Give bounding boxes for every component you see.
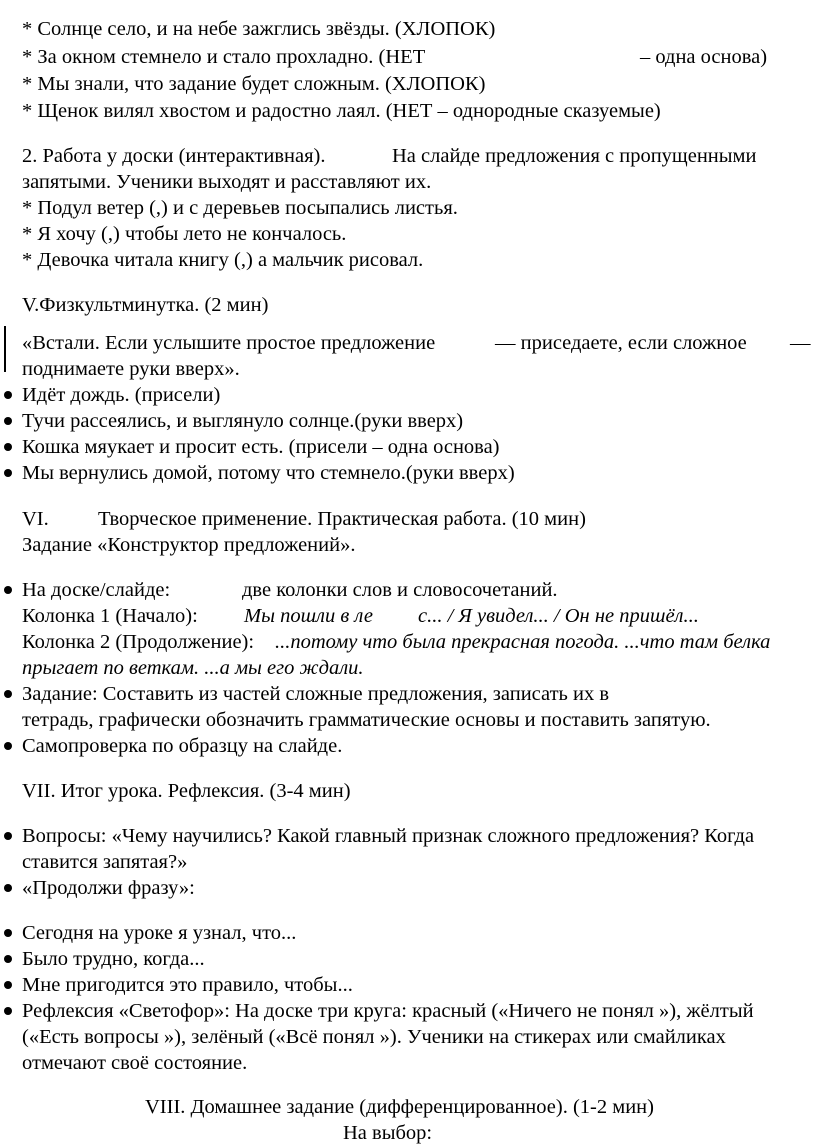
example-line-2-tail: – одна основа) <box>640 46 768 68</box>
quote-line-1a: «Встали. Если услышите простое предложение <box>22 332 436 354</box>
section7-heading: VII. Итог урока. Рефлексия. (3-4 мин) <box>22 780 351 802</box>
selfcheck: Самопроверка по образцу на слайде. <box>22 735 343 757</box>
section6-title: Творческое применение. Практическая работа. (10 мин) <box>98 508 586 530</box>
section2-title: 2. Работа у доски (интерактивная). <box>22 145 326 167</box>
section2-line2: запятыми. Ученики выходят и расставляют их. <box>22 171 432 193</box>
continue-phrase: «Продолжи фразу»: <box>22 877 195 899</box>
column2-text-cont: прыгает по веткам. ...а мы его ждали. <box>22 657 364 679</box>
column1-label: Колонка 1 (Начало): <box>22 605 198 627</box>
section2-item-1: * Подул ветер (,) и с деревьев посыпались листья. <box>22 197 458 219</box>
bullet-icon <box>4 742 12 750</box>
example-line-2: * За окном стемнело и стало прохладно. (НЕТ <box>22 46 426 68</box>
section6-number: VI. <box>22 508 49 530</box>
quote-line-2: поднимаете руки вверх». <box>22 358 240 380</box>
svetofor-line-2: («Есть вопросы »), зелёный («Всё понял »). Ученики на стикерах или смайликах <box>22 1026 726 1048</box>
column1-text-b: с... / Я увидел... / Он не пришёл... <box>418 605 699 627</box>
assignment-line-2: тетрадь, графически обозначить грамматические основы и поставить запятую. <box>22 709 711 731</box>
column2-label: Колонка 2 (Продолжение): <box>22 631 255 653</box>
bullet-icon <box>4 690 12 698</box>
example-line-4: * Щенок вилял хвостом и радостно лаял. (НЕТ – однородные сказуемые) <box>22 100 661 122</box>
bullet-icon <box>4 391 12 399</box>
section5-heading: V.Физкультминутка. (2 мин) <box>22 294 269 316</box>
board-text: две колонки слов и словосочетаний. <box>242 579 558 601</box>
exercise-item-3: Кошка мяукает и просит есть. (присели – одна основа) <box>22 436 500 458</box>
example-line-3: * Мы знали, что задание будет сложным. (ХЛОПОК) <box>22 73 486 95</box>
svetofor-line-1: Рефлексия «Светофор»: На доске три круга: красный («Ничего не понял »), жёлтый <box>22 1000 754 1022</box>
phrase-3: Мне пригодится это правило, чтобы... <box>22 974 353 996</box>
phrase-2: Было трудно, когда... <box>22 948 205 970</box>
bullet-icon <box>4 955 12 963</box>
bullet-icon <box>4 417 12 425</box>
bullet-icon <box>4 929 12 937</box>
quote-line-1b: — приседаете, если сложное <box>495 332 747 354</box>
quote-bar <box>4 326 6 372</box>
bullet-icon <box>4 586 12 594</box>
exercise-item-2: Тучи рассеялись, и выглянуло солнце.(руки вверх) <box>22 410 464 432</box>
bullet-icon <box>4 832 12 840</box>
bullet-icon <box>4 981 12 989</box>
board-label: На доске/слайде: <box>22 579 171 601</box>
section2-item-3: * Девочка читала книгу (,) а мальчик рисовал. <box>22 249 424 271</box>
quote-line-1c: — <box>790 332 811 354</box>
questions-line-1: Вопросы: «Чему научились? Какой главный признак сложного предложения? Когда <box>22 825 755 847</box>
phrase-1: Сегодня на уроке я узнал, что... <box>22 922 297 944</box>
bullet-icon <box>4 1007 12 1015</box>
exercise-item-1: Идёт дождь. (присели) <box>22 384 221 406</box>
assignment-line-1: Задание: Составить из частей сложные предложения, записать их в <box>22 683 610 705</box>
bullet-icon <box>4 469 12 477</box>
section8-heading: VIII. Домашнее задание (дифференцированное). (1-2 мин) <box>145 1096 654 1118</box>
questions-line-2: ставится запятая?» <box>22 851 188 873</box>
bullet-icon <box>4 443 12 451</box>
example-line-1: * Солнце село, и на небе зажглись звёзды. (ХЛОПОК) <box>22 18 496 40</box>
section8-choice: На выбор: <box>343 1122 433 1144</box>
bullet-icon <box>4 884 12 892</box>
column2-text: ...потому что была прекрасная погода. ...что там белка <box>275 631 771 653</box>
column1-text-a: Мы пошли в ле <box>244 605 373 627</box>
section2-item-2: * Я хочу (,) чтобы лето не кончалось. <box>22 223 347 245</box>
section2-title-end: На слайде предложения с пропущенными <box>392 145 757 167</box>
svetofor-line-3: отмечают своё состояние. <box>22 1052 248 1074</box>
exercise-item-4: Мы вернулись домой, потому что стемнело.(руки вверх) <box>22 462 515 484</box>
section6-task: Задание «Конструктор предложений». <box>22 534 356 556</box>
